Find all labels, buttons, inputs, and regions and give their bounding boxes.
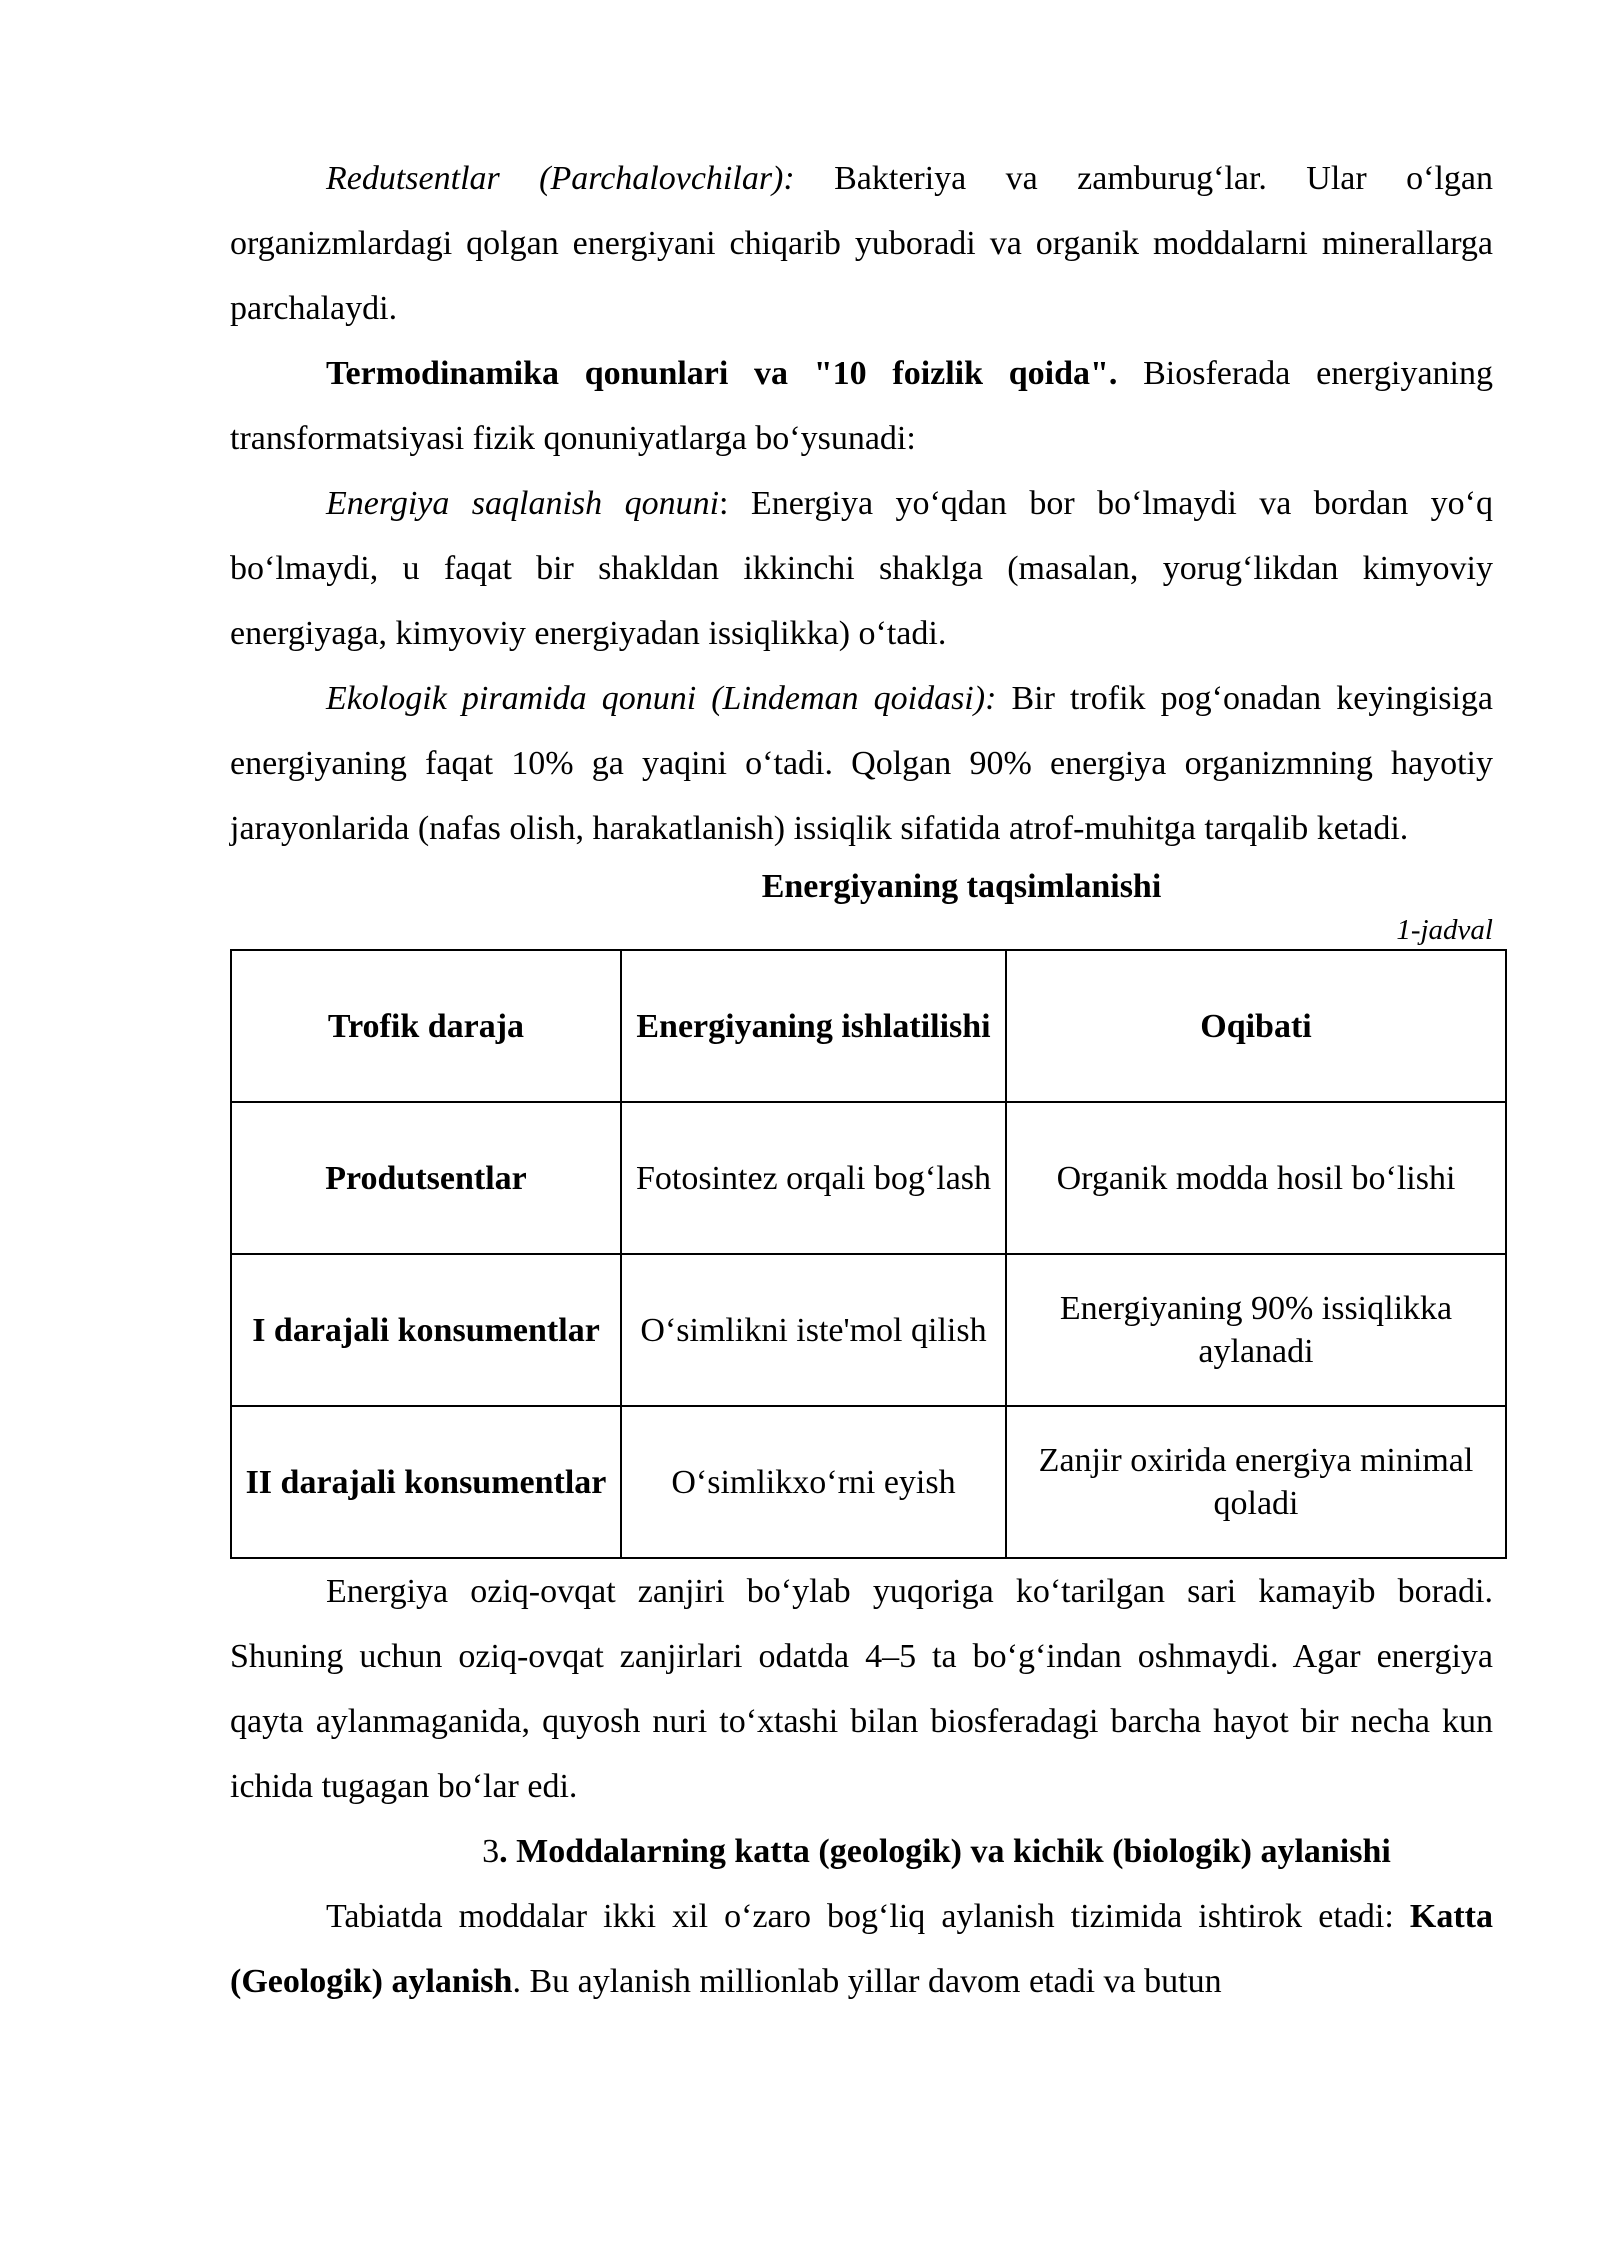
paragraph-text: Bakteriya va zamburug‘lar. Ular o‘lgan organizmlardagi qolgan energiyani chiqarib yuboradi va organik moddalarni minerallarga parchalaydi. (230, 160, 1493, 327)
paragraph-text: . Bu aylanish millionlab yillar davom etadi va butun (512, 1963, 1222, 2000)
table-cell: Organik modda hosil bo‘lishi (1006, 1102, 1506, 1254)
table-title: Energiyaning taqsimlanishi (761, 868, 1162, 905)
term-katta-aylanish: Katta (Geologik) aylanish (230, 1898, 1493, 2000)
table-cell: Produtsentlar (231, 1102, 621, 1254)
table-row (231, 1102, 1506, 1254)
paragraph-tabiatda-moddalar (230, 1884, 1493, 2014)
paragraph-text: : Energiya yo‘qdan bor bo‘lmaydi va bordan yo‘q bo‘lmaydi, u faqat bir shakldan ikkinchi shaklga (masalan, yorug‘likdan kimyoviy energiyaga, kimyoviy energiyadan issiqlikka) o‘tadi. (230, 485, 1493, 652)
paragraph-text: Bir trofik pog‘onadan keyingisiga energiyaning faqat 10% ga yaqini o‘tadi. Qolgan 90% energiya organizmning hayotiy jarayonlarida (nafas olish, harakatlanish) issiqlik sifatida atrof-muhitga tarqalib ketadi. (230, 680, 1493, 847)
table-cell: O‘simlikni iste'mol qilish (621, 1254, 1006, 1406)
paragraph-text: Energiya oziq-ovqat zanjiri bo‘ylab yuqoriga ko‘tarilgan sari kamayib boradi. Shuning uchun oziq-ovqat zanjirlari odatda 4–5 ta bo‘g‘indan oshmaydi. Agar energiya qayta aylanmaganida, quyosh nuri to‘xtashi bilan biosferadagi barcha hayot bir necha kun ichida tugagan bo‘lar edi. (230, 1573, 1493, 1805)
table-row (231, 1406, 1506, 1558)
paragraph-text: Biosferada energiyaning transformatsiyasi fizik qonuniyatlarga bo‘ysunadi: (230, 355, 1493, 457)
table-cell: O‘simlikxo‘rni eyish (621, 1406, 1006, 1558)
paragraph-termodinamika (230, 341, 1493, 471)
term-ekologik-piramida: Ekologik piramida qonuni (Lindeman qoidasi): (326, 680, 997, 717)
heading-termodinamika: Termodinamika qonunlari va "10 foizlik qoida". (326, 355, 1118, 392)
term-redutsentlar: Redutsentlar (Parchalovchilar): (326, 160, 795, 197)
table-header-cell: Oqibati (1006, 950, 1506, 1102)
table-header-cell: Energiyaning ishlatilishi (621, 950, 1006, 1102)
table-cell: II darajali konsumentlar (231, 1406, 621, 1558)
paragraph-redutsentlar (230, 146, 1493, 341)
term-energiya-saqlanish: Energiya saqlanish qonuni (326, 485, 720, 522)
table-number-note: 1-jadval (1396, 914, 1493, 946)
table-cell: Zanjir oxirida energiya minimal qoladi (1006, 1406, 1506, 1558)
section-title: . Moddalarning katta (geologik) va kichik (biologik) aylanishi (499, 1833, 1391, 1870)
table-header-cell: Trofik daraja (231, 950, 621, 1102)
table-cell: I darajali konsumentlar (231, 1254, 621, 1406)
paragraph-ekologik-piramida (230, 666, 1493, 861)
paragraph-energiya-kamayishi (230, 1559, 1493, 1819)
table-cell: Fotosintez orqali bog‘lash (621, 1102, 1006, 1254)
document-body (230, 146, 1493, 2014)
table-header-row (231, 950, 1506, 1102)
paragraph-energiya-saqlanish (230, 471, 1493, 666)
section-number: 3 (482, 1833, 500, 1870)
table-row (231, 1254, 1506, 1406)
paragraph-text: Tabiatda moddalar ikki xil o‘zaro bog‘liq aylanish tizimida ishtirok etadi: (326, 1898, 1410, 1935)
section-heading (230, 1819, 1493, 1884)
table-cell: Energiyaning 90% issiqlikka aylanadi (1006, 1254, 1506, 1406)
energy-distribution-table (230, 949, 1507, 1559)
